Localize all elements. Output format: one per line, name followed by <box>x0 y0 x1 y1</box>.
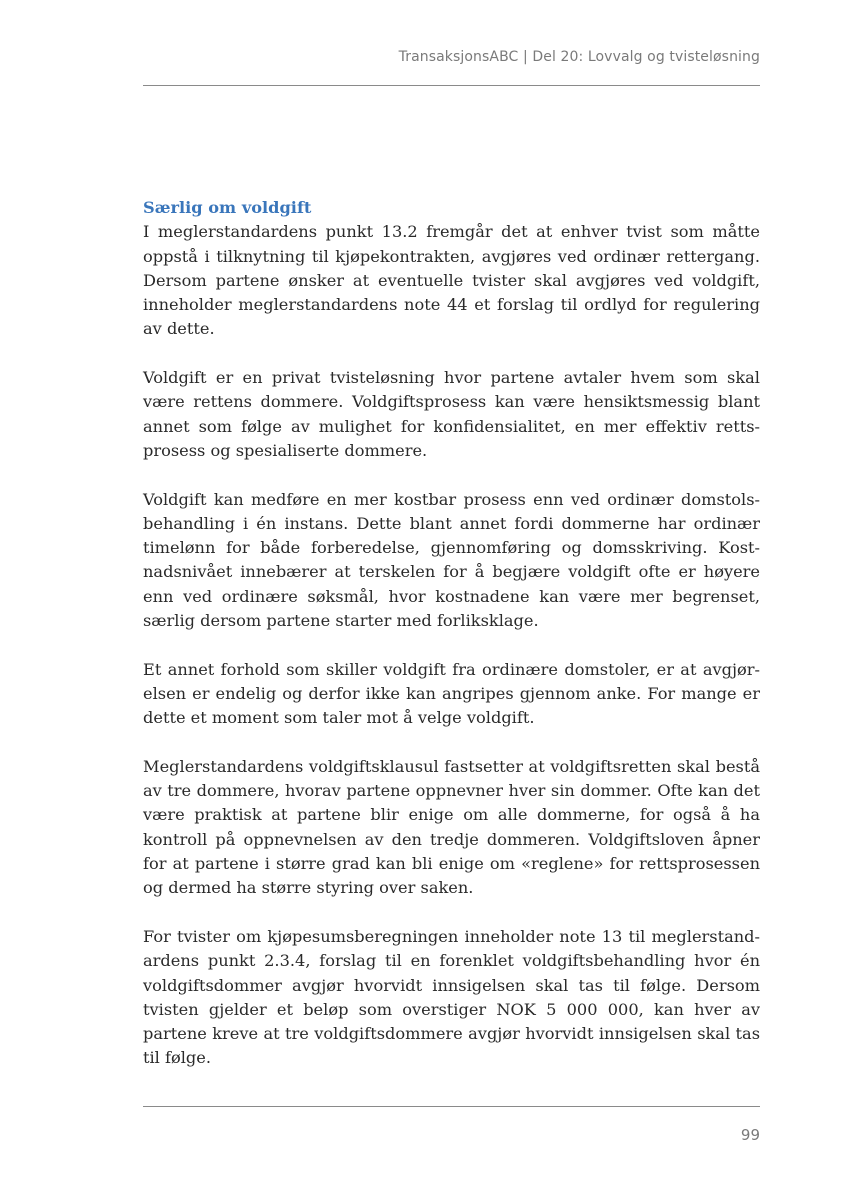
paragraph-3: Voldgift kan medføre en mer kostbar prosess enn ved ordinær domstolsbehandling i én instans. Dette blant annet fordi dommerne har ordinær timelønn for både forberedelse, gjennomføring og domsskriving. Kostnadsnivået innebærer at terskelen for å begjære voldgift ofte er høyere enn ved ordinære søksmål, hvor kostnadene kan være mer begrenset, særlig dersom partene starter med forliksklage. <box>143 489 760 631</box>
main-content <box>143 196 760 1095</box>
running-header: TransaksjonsABC | Del 20: Lovvalg og tvisteløsning <box>398 49 760 65</box>
paragraph-6: For tvister om kjøpesumsberegningen inneholder note 13 til meglerstandardens punkt 2.3.4, forslag til en forenklet voldgiftsbehandling hvor én voldgiftsdommer avgjør hvorvidt innsigelsen skal tas til følge. Dersom tvisten gjelder et beløp som overstiger NOK 5 000 000, kan hver av partene kreve at tre voldgiftsdommere avgjør hvorvidt innsigelsen skal tas til følge. <box>143 926 760 1068</box>
paragraph-2: Voldgift er en privat tvisteløsning hvor partene avtaler hvem som skal være rettens dommere. Voldgiftsprosess kan være hensiktsmessig blant annet som følge av mulighet for konfidensialitet, en mer effektiv rettsprosess og spesialiserte dommere. <box>143 368 760 460</box>
page-number: 99 <box>740 1126 760 1144</box>
paragraph-5: Meglerstandardens voldgiftsklausul fastsetter at voldgiftsretten skal bestå av tre dommere, hvorav partene oppnevner hver sin dommer. Ofte kan det være praktisk at partene blir enige om alle dommerne, for også å ha kontroll på oppnevnelsen av den tredje dommeren. Voldgiftsloven åpner for at partene i større grad kan bli enige om «reglene» for rettsprosessen og dermed ha større styring over saken. <box>143 756 760 898</box>
footer-divider <box>143 1106 760 1107</box>
paragraph-1: I meglerstandardens punkt 13.2 fremgår det at enhver tvist som måtte oppstå i tilknytning til kjøpekontrakten, avgjøres ved ordinær rettergang. Dersom partene ønsker at eventuelle tvister skal avgjøres ved voldgift, inneholder meglerstandardens note 44 et forslag til ordlyd for regulering av dette. <box>143 222 760 339</box>
section-heading: Særlig om voldgift <box>143 198 312 217</box>
paragraph-4: Et annet forhold som skiller voldgift fra ordinære domstoler, er at avgjørelsen er endelig og derfor ikke kan angripes gjennom anke. For mange er dette et moment som taler mot å velge voldgift. <box>143 659 760 728</box>
header-divider <box>143 85 760 86</box>
